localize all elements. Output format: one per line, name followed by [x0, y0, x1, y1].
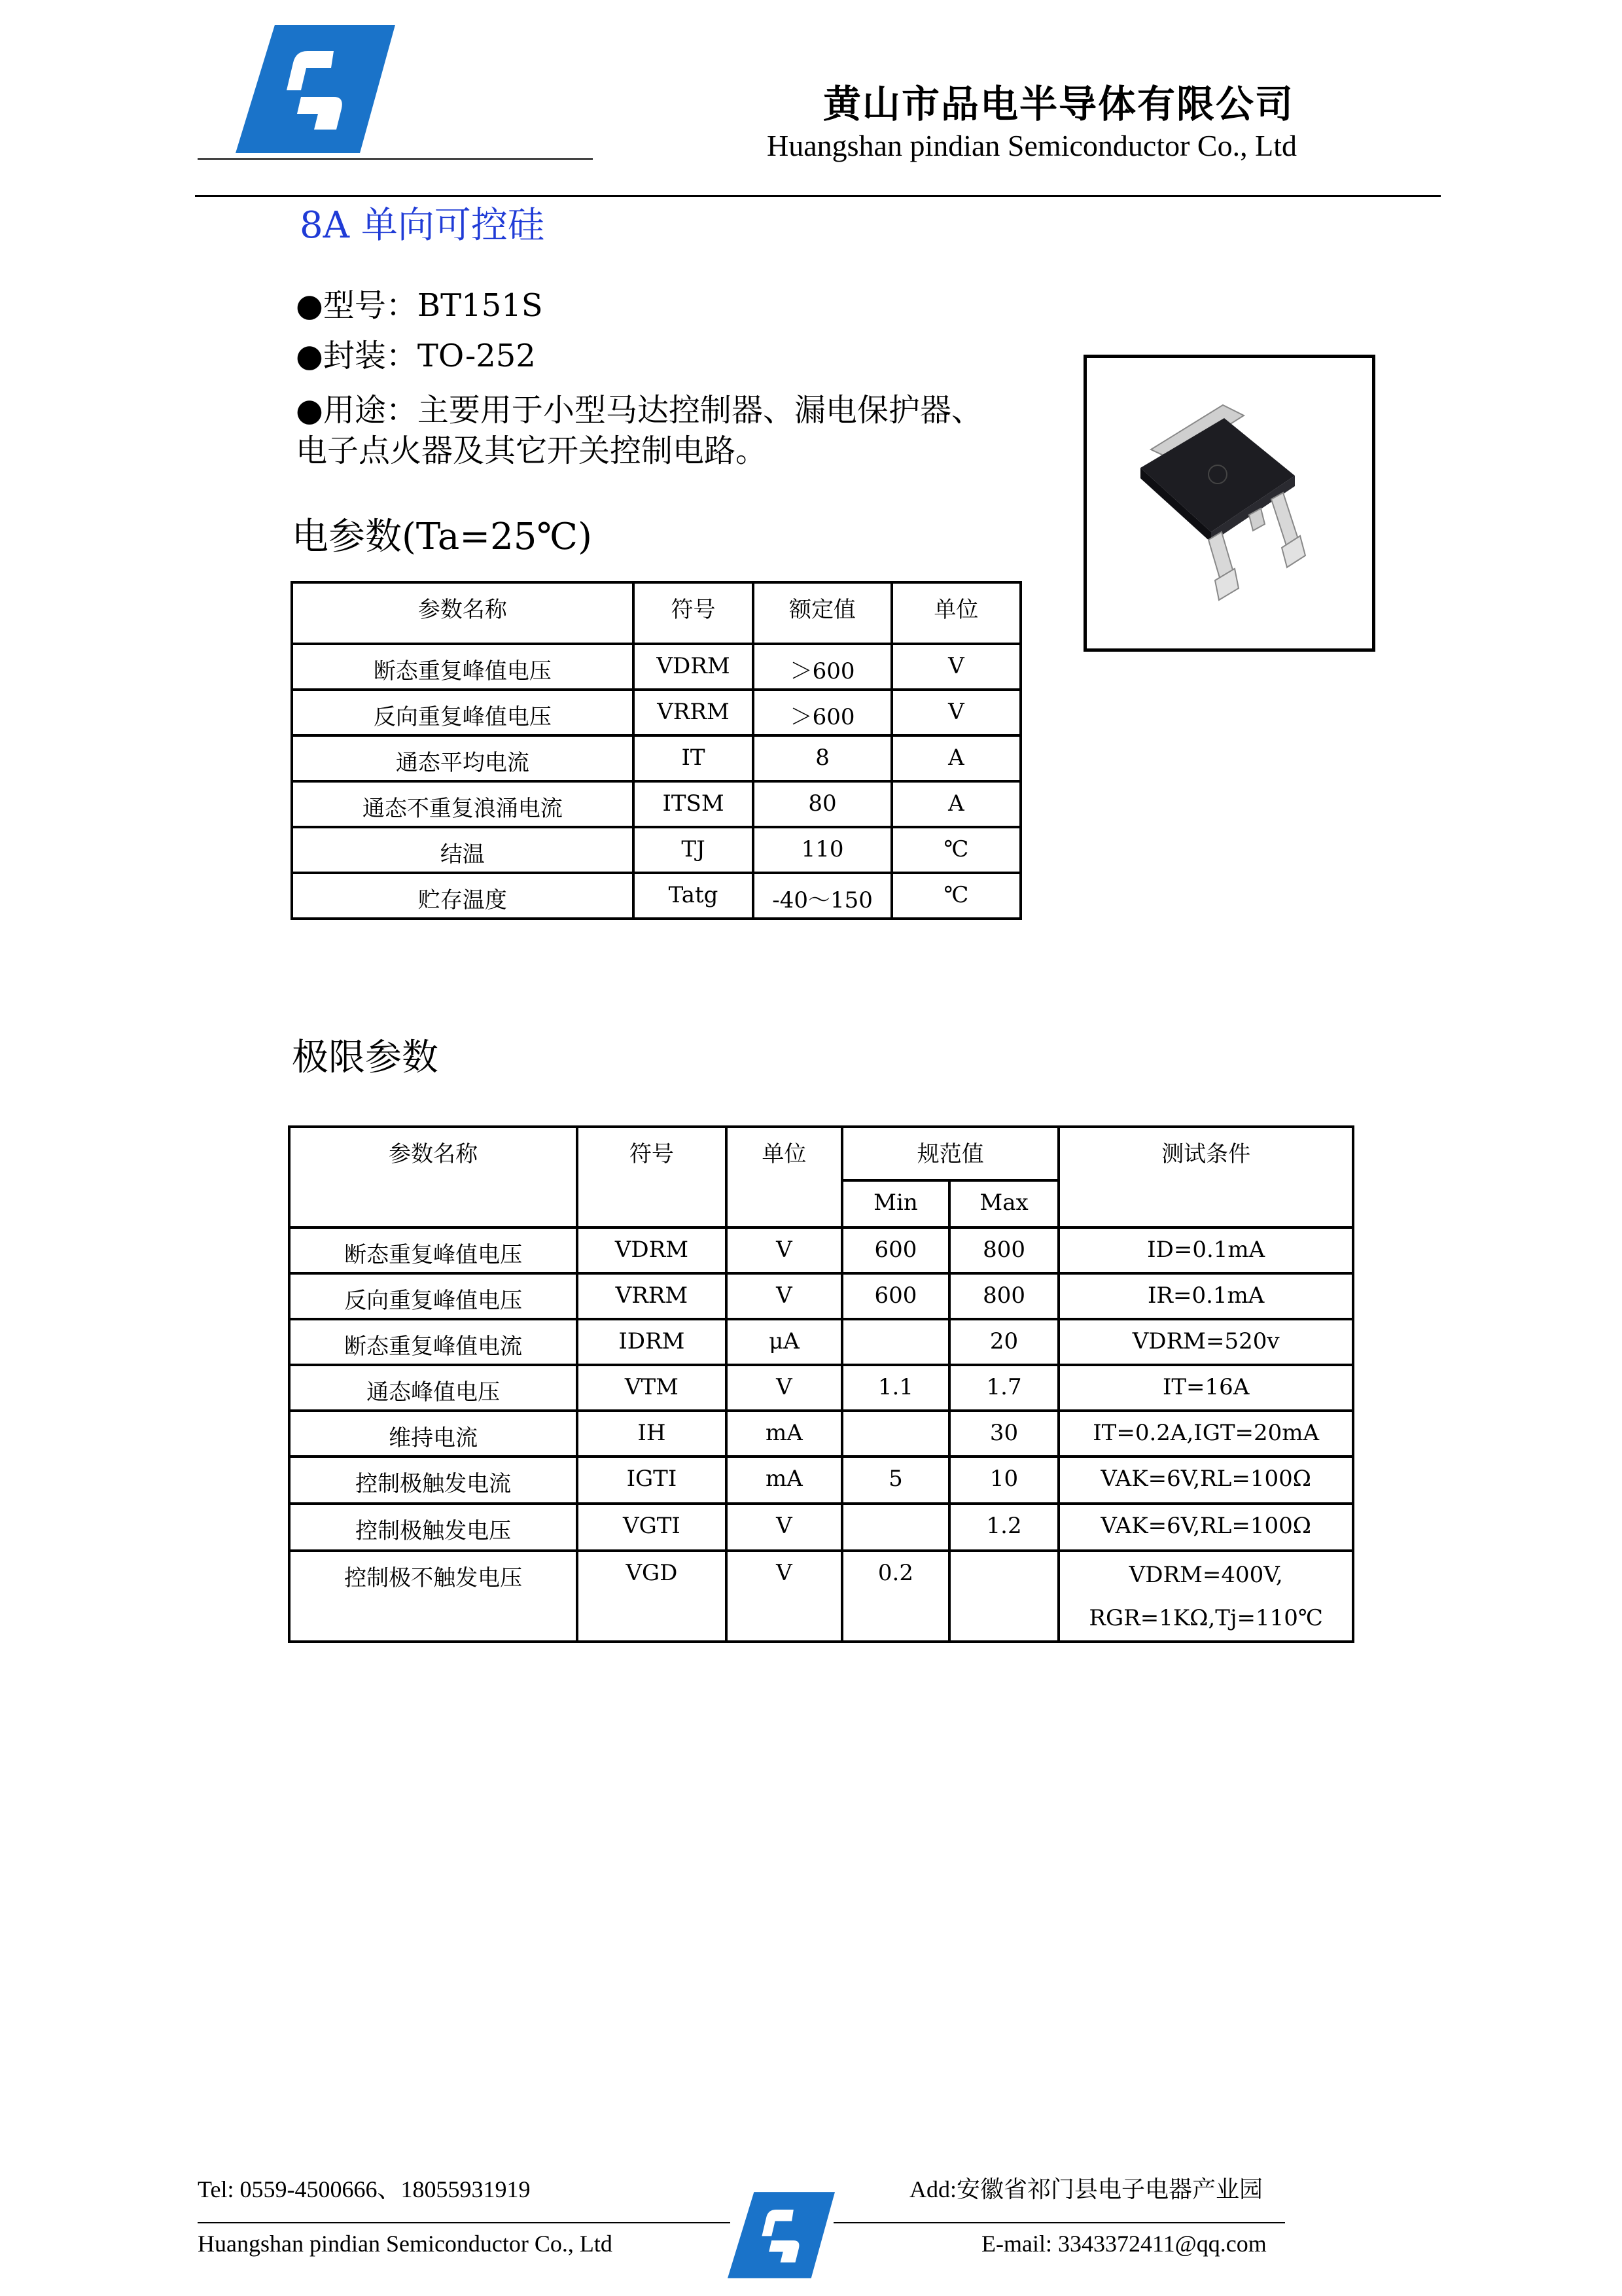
spec-usage-line2: 电子点火器及其它开关控制电路。 [296, 433, 767, 469]
table-cell: mA [726, 1411, 842, 1457]
table-cell: V [726, 1227, 842, 1273]
table-cell: 维持电流 [289, 1411, 577, 1457]
company-name-en: Huangshan pindian Semiconductor Co., Ltd [767, 129, 1297, 162]
table-cell: IR=0.1mA [1059, 1273, 1353, 1319]
table-cell: 1.1 [842, 1365, 949, 1411]
table-cell: ITSM [633, 781, 754, 827]
table-cell: 5 [842, 1457, 949, 1504]
footer-address: Add:安徽省祁门县电子电器产业园 [909, 2176, 1263, 2202]
table-cell: VDRM [577, 1227, 726, 1273]
table-cell-conditions [1059, 1551, 1353, 1642]
electrical-heading: 电参数(Ta=25℃) [292, 516, 592, 558]
footer-divider-right [834, 2222, 1285, 2223]
table-row [292, 827, 1021, 873]
table-cell: 断态重复峰值电压 [292, 644, 633, 690]
table-cell: ℃ [892, 827, 1021, 873]
footer-company: Huangshan pindian Semiconductor Co., Ltd [198, 2231, 612, 2257]
table-cell: IGTI [577, 1457, 726, 1504]
table-cell: 断态重复峰值电流 [289, 1319, 577, 1365]
table-cell: VDRM=520v [1059, 1319, 1353, 1365]
spec-model: ●型号：BT151S [296, 287, 543, 324]
table-cell: VGD [577, 1551, 726, 1642]
table-cell [842, 1504, 949, 1551]
spec-usage-line1: ●用途：主要用于小型马达控制器、漏电保护器、 [296, 392, 983, 429]
table-cell: V [892, 690, 1021, 735]
page-title: 8A 单向可控硅 [300, 204, 544, 247]
table-cell: ID=0.1mA [1059, 1227, 1353, 1273]
header-cell: Min [842, 1180, 949, 1227]
header-cell: 符号 [633, 582, 754, 644]
table-cell: 0.2 [842, 1551, 949, 1642]
table-cell: VRRM [577, 1273, 726, 1319]
table-cell: 20 [949, 1319, 1059, 1365]
company-name-cn: 黄山市品电半导体有限公司 [823, 82, 1295, 126]
table-cell: 控制极触发电压 [289, 1504, 577, 1551]
header-cell: Max [949, 1180, 1059, 1227]
table-cell: IT [633, 735, 754, 781]
header-cell: 单位 [892, 582, 1021, 644]
table-cell: 反向重复峰值电压 [292, 690, 633, 735]
table-row [292, 735, 1021, 781]
table-cell: 结温 [292, 827, 633, 873]
table-cell: VTM [577, 1365, 726, 1411]
table-row [289, 1504, 1353, 1551]
table-cell: 10 [949, 1457, 1059, 1504]
table-cell: 贮存温度 [292, 873, 633, 919]
table-cell: VGTI [577, 1504, 726, 1551]
table-cell: A [892, 781, 1021, 827]
footer-email: E-mail: 3343372411@qq.com [981, 2231, 1267, 2257]
footer-logo [728, 2192, 835, 2278]
table-cell: 800 [949, 1227, 1059, 1273]
table-cell: 110 [753, 827, 891, 873]
limits-table [288, 1125, 1354, 1643]
table-cell: Tatg [633, 873, 754, 919]
company-logo [236, 25, 395, 153]
table-header-row [292, 582, 1021, 644]
table-cell: 1.2 [949, 1504, 1059, 1551]
table-cell: VDRM [633, 644, 754, 690]
table-cell: ＞600 [753, 690, 891, 735]
table-row [289, 1319, 1353, 1365]
table-cell: V [726, 1504, 842, 1551]
header-divider-short [198, 158, 593, 160]
table-cell: V [892, 644, 1021, 690]
table-cell: IT=0.2A,IGT=20mA [1059, 1411, 1353, 1457]
table-cell [842, 1319, 949, 1365]
table-row [292, 873, 1021, 919]
table-cell: ＞600 [753, 644, 891, 690]
electrical-table [291, 581, 1022, 920]
header-cell: 单位 [726, 1127, 842, 1227]
table-header-row [289, 1127, 1353, 1180]
limits-heading: 极限参数 [292, 1036, 438, 1079]
table-cell: 反向重复峰值电压 [289, 1273, 577, 1319]
table-cell: 控制极不触发电压 [289, 1551, 577, 1642]
table-cell: IH [577, 1411, 726, 1457]
table-cell: 600 [842, 1227, 949, 1273]
table-cell: 通态平均电流 [292, 735, 633, 781]
header-cell: 参数名称 [292, 582, 633, 644]
table-cell: VRRM [633, 690, 754, 735]
table-row [289, 1365, 1353, 1411]
footer-divider-left [198, 2222, 730, 2223]
table-cell: VAK=6V,RL=100Ω [1059, 1457, 1353, 1504]
table-row [289, 1457, 1353, 1504]
header-cell: 规范值 [842, 1127, 1059, 1180]
table-cell: IDRM [577, 1319, 726, 1365]
header-cell: 符号 [577, 1127, 726, 1227]
table-cell: -40～150 [753, 873, 891, 919]
table-cell: 800 [949, 1273, 1059, 1319]
table-cell [949, 1551, 1059, 1642]
table-row [289, 1551, 1353, 1642]
table-cell: mA [726, 1457, 842, 1504]
table-cell: V [726, 1273, 842, 1319]
table-cell [842, 1411, 949, 1457]
table-row [289, 1227, 1353, 1273]
table-cell: V [726, 1551, 842, 1642]
table-row [292, 690, 1021, 735]
table-cell: IT=16A [1059, 1365, 1353, 1411]
table-cell: V [726, 1365, 842, 1411]
table-cell: 600 [842, 1273, 949, 1319]
table-cell: 30 [949, 1411, 1059, 1457]
spec-package: ●封装：TO-252 [296, 338, 536, 374]
table-cell: 通态峰值电压 [289, 1365, 577, 1411]
footer-tel: Tel: 0559-4500666、18055931919 [198, 2176, 531, 2202]
header-cell: 测试条件 [1059, 1127, 1353, 1227]
to252-package-image [1087, 358, 1372, 648]
table-row [292, 781, 1021, 827]
table-cell: ℃ [892, 873, 1021, 919]
header-cell: 额定值 [753, 582, 891, 644]
table-row [289, 1411, 1353, 1457]
table-cell: VAK=6V,RL=100Ω [1059, 1504, 1353, 1551]
table-cell: 8 [753, 735, 891, 781]
table-cell: μA [726, 1319, 842, 1365]
header-cell: 参数名称 [289, 1127, 577, 1227]
table-cell: 80 [753, 781, 891, 827]
condition-line2: RGR=1KΩ,Tj=110℃ [1089, 1605, 1323, 1631]
table-row [289, 1273, 1353, 1319]
table-row [292, 644, 1021, 690]
table-cell: TJ [633, 827, 754, 873]
table-cell: 控制极触发电流 [289, 1457, 577, 1504]
product-photo [1084, 355, 1375, 652]
table-cell: 通态不重复浪涌电流 [292, 781, 633, 827]
table-cell: 断态重复峰值电压 [289, 1227, 577, 1273]
table-cell: A [892, 735, 1021, 781]
table-cell: 1.7 [949, 1365, 1059, 1411]
condition-line1: VDRM=400V, [1129, 1562, 1283, 1588]
